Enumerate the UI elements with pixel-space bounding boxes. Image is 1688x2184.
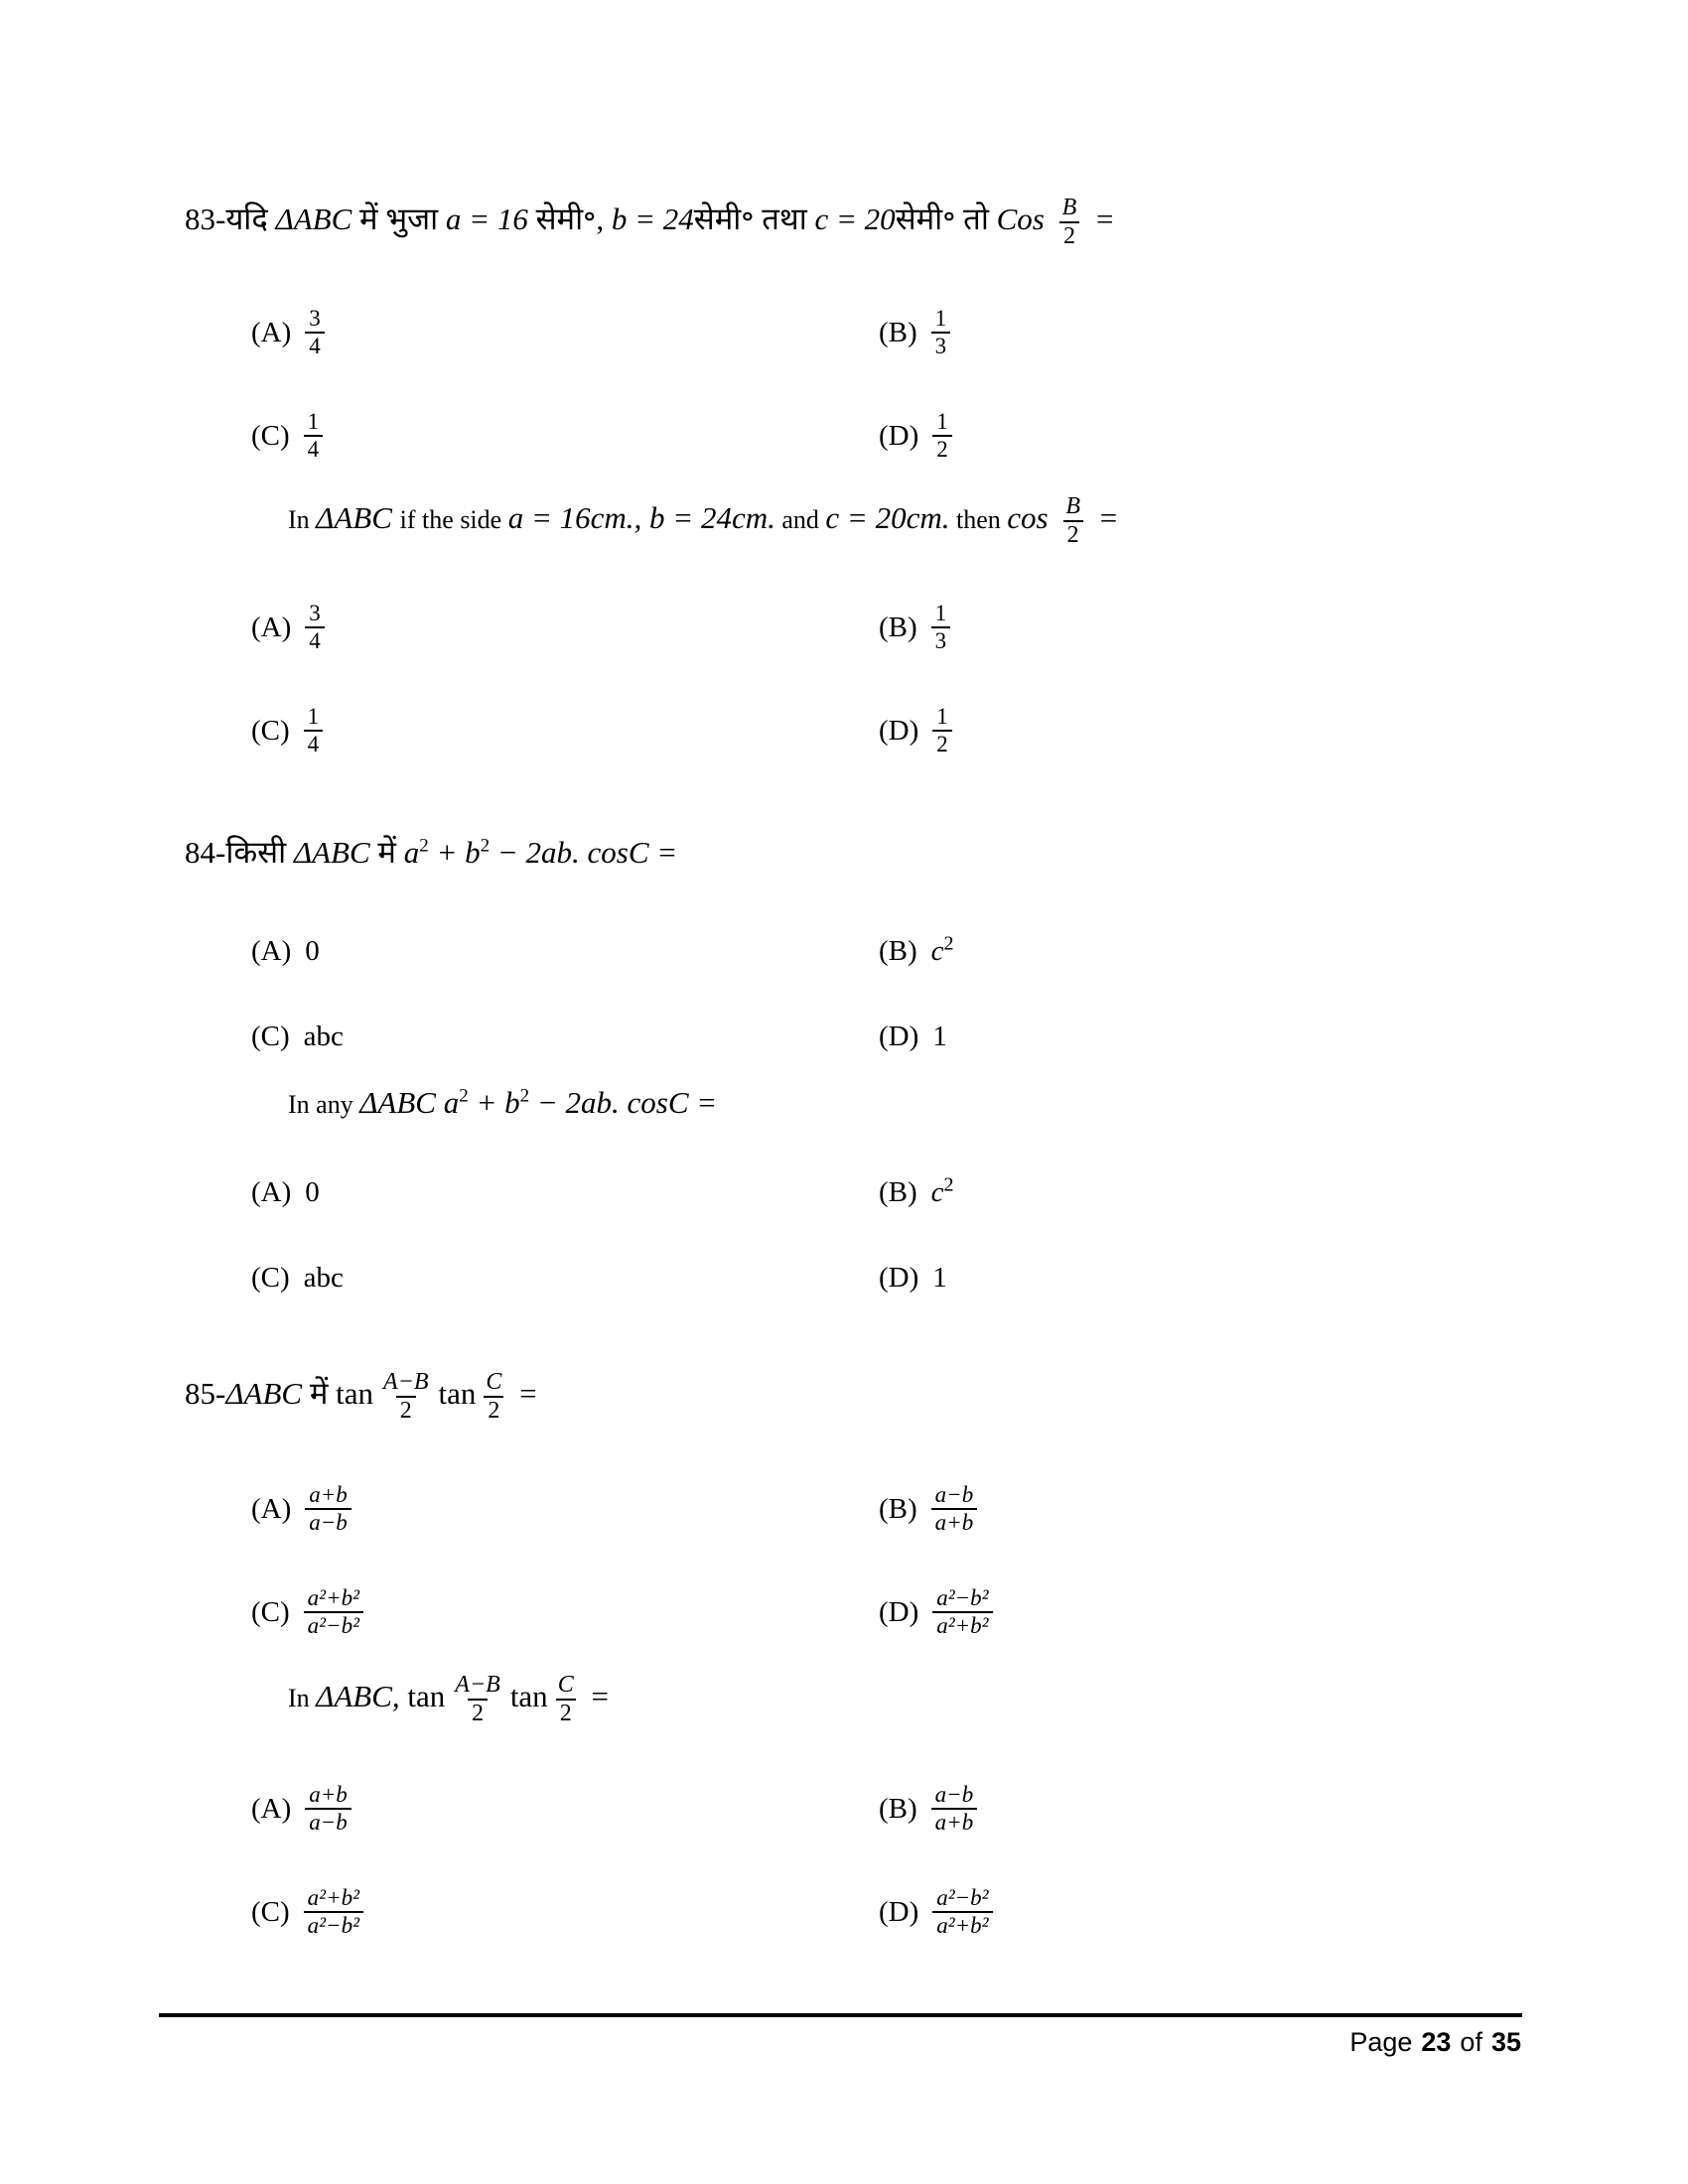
- fraction-numerator: 3: [309, 306, 321, 332]
- q83-option-c: [251, 704, 879, 757]
- value-base: c: [930, 1175, 944, 1208]
- stem-math: =: [1086, 201, 1115, 236]
- fraction-denominator: a+b: [931, 1808, 978, 1836]
- fraction-a-plus-b-over-a-minus-b: [305, 1482, 352, 1536]
- fraction-denominator: 2: [932, 435, 952, 463]
- option-label: (B): [879, 934, 917, 967]
- fraction-numerator: 1: [936, 704, 948, 730]
- value-base: c: [930, 934, 944, 967]
- fraction-denominator: 2: [1059, 221, 1079, 250]
- fraction-a-minus-b-over-a-plus-b: [931, 1482, 978, 1536]
- stem-math: cos: [1007, 499, 1056, 535]
- fraction-denominator: 4: [305, 626, 325, 654]
- fraction-denominator: 4: [304, 730, 324, 757]
- q83-option-a: [251, 601, 879, 654]
- fraction-1-over-4: [304, 409, 324, 463]
- stem-math: ΔABC: [359, 1085, 444, 1120]
- q85-stem-hindi: [185, 1369, 537, 1425]
- stem-text: में: [369, 835, 404, 870]
- stem-math: ΔABC: [316, 499, 400, 535]
- fraction-numerator: a²−b²: [936, 1585, 989, 1611]
- fraction-denominator: 4: [305, 332, 325, 359]
- fraction-numerator: a²+b²: [307, 1885, 359, 1911]
- q83-options-english: [251, 576, 952, 782]
- fraction-denominator: 4: [304, 435, 324, 463]
- superscript: 2: [480, 835, 491, 857]
- q83-stem-hindi: [185, 195, 1115, 250]
- option-label: (D): [879, 1595, 919, 1628]
- superscript: 2: [943, 1172, 954, 1195]
- option-label: (C): [251, 1020, 290, 1052]
- fraction-a-minus-b-over-2: [451, 1672, 504, 1727]
- q85-option-b: [879, 1782, 993, 1836]
- fraction-numerator: 1: [936, 409, 948, 435]
- fraction-c-over-2: [554, 1672, 578, 1727]
- option-label: (C): [251, 714, 290, 747]
- fraction-3-over-4: [305, 601, 325, 654]
- stem-text: and: [774, 504, 826, 534]
- fraction-numerator: 1: [934, 601, 947, 626]
- stem-math: ΔABC: [275, 201, 352, 236]
- stem-text: In: [288, 1683, 317, 1712]
- option-value: 1: [932, 1261, 947, 1294]
- q84-option-a: [251, 1176, 879, 1209]
- option-label: (C): [251, 419, 290, 452]
- fraction-numerator: B: [1065, 493, 1080, 519]
- option-label: (D): [879, 714, 919, 747]
- q83-option-c: [251, 409, 879, 463]
- stem-operator: tan: [509, 1678, 548, 1713]
- option-value: [930, 931, 954, 968]
- stem-math: a = 16cm., b = 24cm.: [507, 499, 775, 535]
- fraction-numerator: A−B: [455, 1672, 500, 1698]
- q83-option-b: [879, 601, 952, 654]
- stem-math: =: [1089, 499, 1119, 535]
- q84-option-b: [879, 931, 954, 968]
- fraction-denominator: 2: [468, 1699, 488, 1727]
- option-label: (C): [251, 1261, 290, 1294]
- stem-text: In: [288, 504, 317, 534]
- footer-page-number: 23: [1421, 2027, 1452, 2057]
- fraction-denominator: 2: [396, 1396, 416, 1425]
- footer-divider: [159, 2013, 1522, 2017]
- fraction-denominator: a−b: [305, 1508, 352, 1536]
- option-label: (A): [251, 316, 292, 348]
- fraction-denominator: a²+b²: [932, 1611, 992, 1639]
- option-label: (C): [251, 1895, 290, 1928]
- q83-option-b: [879, 306, 952, 359]
- option-value: [930, 1172, 954, 1209]
- stem-text: सेमी॰,: [535, 201, 612, 236]
- stem-math: a: [443, 1085, 460, 1120]
- option-label: (A): [251, 1792, 292, 1825]
- q84-option-a: [251, 935, 879, 968]
- option-label: (D): [879, 1261, 919, 1294]
- fraction-1-over-3: [931, 306, 951, 359]
- fraction-a-minus-b-over-2: [379, 1369, 433, 1425]
- stem-text: then: [949, 504, 1008, 534]
- fraction-numerator: B: [1061, 195, 1077, 220]
- stem-text: 85-: [185, 1375, 226, 1411]
- stem-math: + b: [428, 835, 481, 870]
- fraction-denominator: a²−b²: [304, 1611, 363, 1639]
- fraction-a-minus-b-over-a-plus-b: [931, 1782, 978, 1836]
- stem-math: − 2ab. cosC =: [490, 835, 678, 870]
- fraction-numerator: C: [486, 1369, 502, 1395]
- stem-text: सेमी॰ तो: [895, 201, 997, 236]
- fraction-b-over-2: [1061, 493, 1084, 549]
- fraction-denominator: a²−b²: [304, 1911, 363, 1939]
- q85-option-d: [879, 1885, 993, 1939]
- stem-math: ΔABC: [225, 1375, 303, 1411]
- stem-math: a: [403, 835, 420, 870]
- q85-option-a: [251, 1482, 879, 1536]
- option-label: (A): [251, 1492, 292, 1525]
- fraction-denominator: 3: [931, 626, 951, 654]
- stem-math: ΔABC,: [316, 1678, 408, 1713]
- q83-option-a: [251, 306, 879, 359]
- q84-stem-english: [288, 1082, 717, 1124]
- option-label: (C): [251, 1595, 290, 1628]
- q84-option-d: [879, 1262, 954, 1295]
- option-value: 0: [305, 1175, 320, 1208]
- fraction-numerator: a−b: [934, 1782, 974, 1808]
- stem-text: में: [302, 1375, 337, 1411]
- fraction-numerator: a+b: [309, 1482, 348, 1508]
- q85-option-b: [879, 1482, 993, 1536]
- fraction-denominator: a−b: [305, 1808, 352, 1836]
- fraction-3-over-4: [305, 306, 325, 359]
- stem-math: ΔABC: [293, 835, 370, 870]
- fraction-numerator: a−b: [934, 1482, 974, 1508]
- fraction-a2-minus-b2-over-a2-plus-b2: [932, 1585, 992, 1639]
- fraction-a-plus-b-over-a-minus-b: [305, 1782, 352, 1836]
- fraction-numerator: a²−b²: [936, 1885, 989, 1911]
- fraction-denominator: 2: [1063, 520, 1083, 549]
- stem-math: Cos: [996, 201, 1053, 236]
- option-label: (D): [879, 419, 919, 452]
- q83-options-hindi: [251, 281, 952, 487]
- option-label: (D): [879, 1020, 919, 1052]
- stem-text: 83-यदि: [185, 201, 276, 236]
- q85-option-c: [251, 1585, 879, 1639]
- stem-text: 84-किसी: [185, 835, 294, 870]
- option-value: 1: [932, 1020, 947, 1052]
- stem-operator: tan: [336, 1375, 373, 1411]
- q84-option-c: [251, 1021, 879, 1053]
- fraction-b-over-2: [1058, 195, 1081, 250]
- fraction-numerator: C: [557, 1672, 574, 1698]
- stem-operator: =: [583, 1678, 609, 1713]
- stem-text: सेमी॰ तथा: [693, 201, 815, 236]
- q84-option-d: [879, 1021, 954, 1053]
- option-value: abc: [303, 1020, 344, 1052]
- stem-operator: tan: [407, 1678, 446, 1713]
- fraction-denominator: a²+b²: [932, 1911, 992, 1939]
- superscript: 2: [519, 1085, 530, 1107]
- stem-math: + b: [468, 1085, 520, 1120]
- fraction-1-over-3: [931, 601, 951, 654]
- fraction-numerator: a²+b²: [307, 1585, 359, 1611]
- q85-stem-english: [288, 1672, 609, 1727]
- option-value: abc: [303, 1261, 344, 1294]
- q85-options-english: [251, 1757, 993, 1964]
- q84-options-hindi: [251, 908, 954, 1079]
- stem-math: c = 20cm.: [825, 499, 950, 535]
- fraction-denominator: 2: [556, 1699, 576, 1727]
- fraction-numerator: 1: [307, 409, 320, 435]
- footer-of-word: of: [1460, 2027, 1482, 2057]
- fraction-a2-minus-b2-over-a2-plus-b2: [932, 1885, 992, 1939]
- fraction-numerator: a+b: [309, 1782, 348, 1808]
- q84-options-english: [251, 1150, 954, 1320]
- fraction-numerator: 1: [307, 704, 320, 730]
- stem-operator: tan: [438, 1375, 477, 1411]
- option-label: (D): [879, 1895, 919, 1928]
- stem-math: a = 16: [445, 201, 536, 236]
- fraction-numerator: 3: [309, 601, 321, 626]
- fraction-a2-plus-b2-over-a2-minus-b2: [304, 1885, 363, 1939]
- fraction-denominator: a+b: [931, 1508, 978, 1536]
- footer-total-pages: 35: [1490, 2027, 1521, 2057]
- option-value: 0: [305, 934, 320, 967]
- q85-options-hindi: [251, 1457, 993, 1664]
- option-label: (B): [879, 1492, 917, 1525]
- stem-math: c = 20: [814, 201, 896, 236]
- stem-operator: =: [511, 1375, 537, 1411]
- stem-text: में भुजा: [352, 201, 446, 236]
- q85-option-d: [879, 1585, 993, 1639]
- footer-page-word: Page: [1349, 2027, 1413, 2057]
- q83-option-d: [879, 704, 952, 757]
- q85-option-a: [251, 1782, 879, 1836]
- stem-math: b = 24: [611, 201, 694, 236]
- fraction-denominator: 2: [932, 730, 952, 757]
- fraction-a2-plus-b2-over-a2-minus-b2: [304, 1585, 363, 1639]
- option-label: (A): [251, 611, 292, 643]
- fraction-numerator: 1: [934, 306, 947, 332]
- option-label: (A): [251, 934, 292, 967]
- stem-text: In any: [288, 1090, 360, 1119]
- superscript: 2: [459, 1085, 469, 1107]
- superscript: 2: [419, 835, 429, 857]
- q84-option-b: [879, 1172, 954, 1209]
- q84-option-c: [251, 1262, 879, 1295]
- fraction-c-over-2: [482, 1369, 505, 1425]
- q84-stem-hindi: [185, 832, 677, 874]
- fraction-1-over-4: [304, 704, 324, 757]
- q83-stem-english: [288, 493, 1119, 549]
- page-footer: [1349, 2027, 1521, 2058]
- option-label: (B): [879, 1175, 917, 1208]
- fraction-denominator: 3: [931, 332, 951, 359]
- q83-option-d: [879, 409, 952, 463]
- stem-math: − 2ab. cosC =: [529, 1085, 718, 1120]
- fraction-denominator: 2: [484, 1396, 503, 1425]
- superscript: 2: [943, 931, 954, 954]
- fraction-numerator: A−B: [383, 1369, 429, 1395]
- fraction-1-over-2: [932, 704, 952, 757]
- stem-text: if the side: [399, 504, 508, 534]
- option-label: (B): [879, 1792, 917, 1825]
- q85-option-c: [251, 1885, 879, 1939]
- option-label: (B): [879, 611, 917, 643]
- option-label: (A): [251, 1175, 292, 1208]
- fraction-1-over-2: [932, 409, 952, 463]
- option-label: (B): [879, 316, 917, 348]
